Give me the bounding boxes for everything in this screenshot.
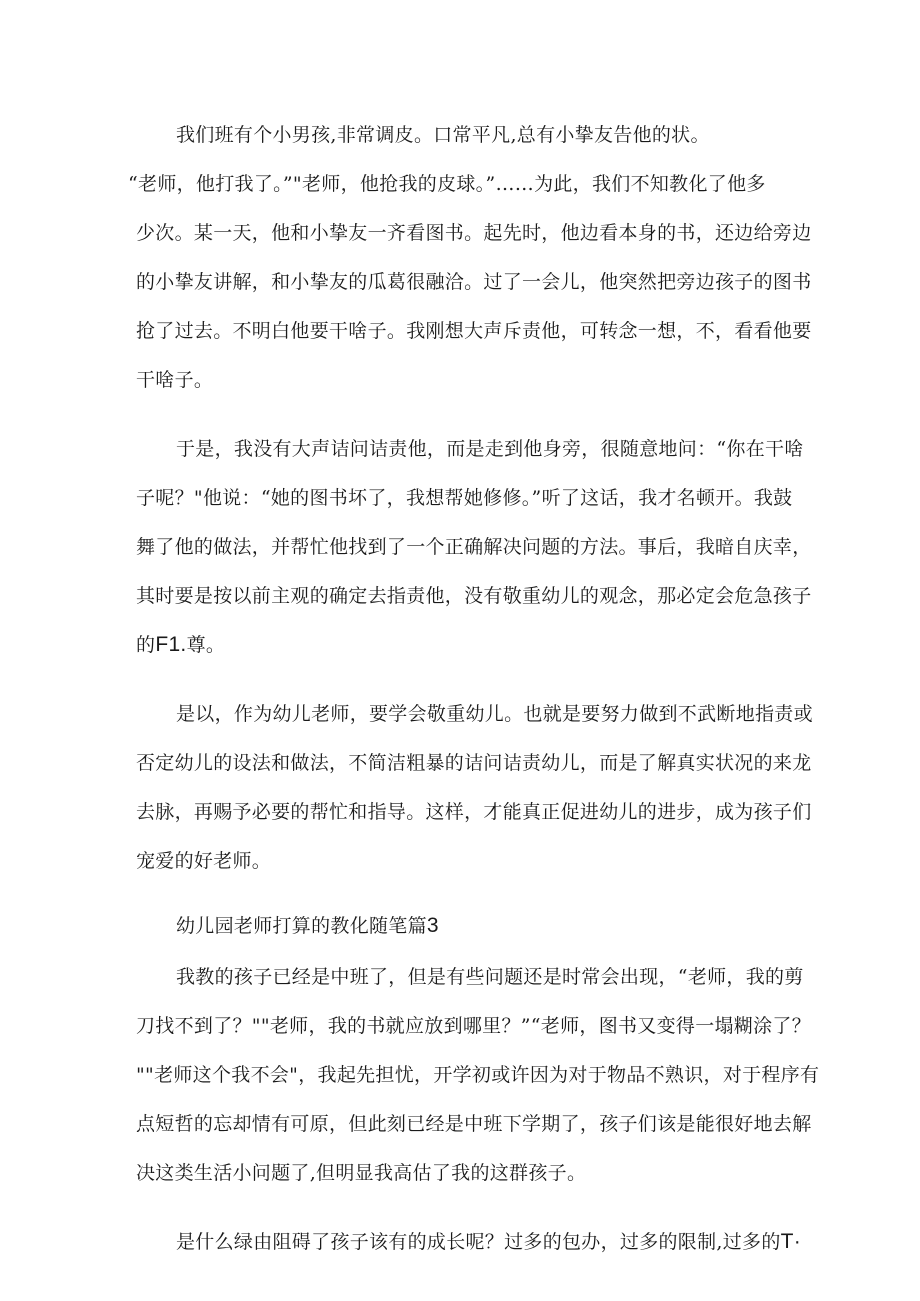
- text-fragment: 是什么绿由阻碍了孩子该有的成长呢？过多的包办，过多的限制,过多的: [176, 1231, 781, 1253]
- text-line: 我教的孩子已经是中班了，但是有些问题还是时常会出现，“老师，我的剪: [176, 966, 804, 988]
- text-line: 去脉，再赐予必要的帮忙和指导。这样，才能真正促进幼儿的进步，成为孩子们: [136, 801, 812, 823]
- text-line: 是以，作为幼儿老师，要学会敬重幼儿。也就是要努力做到不武断地指责或: [176, 703, 813, 725]
- text-fragment: 的: [136, 634, 156, 656]
- text-line: 我们班有个小男孩,非常调皮。口常平凡,总有小挚友告他的状。: [176, 124, 710, 146]
- text-line: 少次。某一天，他和小挚友一齐看图书。起先时，他边看本身的书，还边给旁边: [136, 222, 812, 244]
- heading-number: 3: [426, 914, 439, 937]
- text-line: 抢了过去。不明白他要干啥子。我刚想大声斥责他，可转念一想，不，看看他要: [136, 320, 812, 342]
- text-line: “老师，他打我了。”"老师，他抢我的皮球。”……为此，我们不知教化了他多: [128, 173, 766, 195]
- section-heading: [176, 912, 836, 940]
- text-line: [136, 631, 796, 659]
- text-line: 舞了他的做法，并帮忙他找到了一个正确解决问题的方法。事后，我暗自庆幸，: [136, 536, 812, 558]
- text-line: 于是，我没有大声诘问诘责他，而是走到他身旁，很随意地问：“你在干啥: [176, 438, 804, 460]
- text-line: 宠爱的好老师。: [136, 850, 272, 872]
- text-line: 其时要是按以前主观的确定去指责他，没有敬重幼儿的观念，那必定会危急孩子: [136, 585, 812, 607]
- text-fragment: 尊。: [186, 634, 226, 656]
- ocr-artifact: F1.: [155, 633, 187, 656]
- text-line: [176, 1228, 836, 1256]
- text-line: 子呢？"他说：“她的图书坏了，我想帮她修修。”听了这话，我才名顿开。我鼓: [136, 487, 793, 509]
- heading-text: 幼儿园老师打算的教化随笔篇: [176, 915, 427, 937]
- text-line: 否定幼儿的设法和做法，不简洁粗暴的诘问诘责幼儿，而是了解真实状况的来龙: [136, 752, 812, 774]
- text-line: 干啥子。: [136, 369, 214, 391]
- ocr-artifact: T·: [780, 1230, 802, 1253]
- text-line: ""老师这个我不会"，我起先担忧，开学初或许因为对于物品不熟识，对于程序有: [136, 1064, 820, 1086]
- text-line: 刀找不到了？""老师，我的书就应放到哪里？”“老师，图书又变得一塌糊涂了？: [136, 1015, 812, 1037]
- text-line: 的小挚友讲解，和小挚友的瓜葛很融洽。过了一会儿，他突然把旁边孩子的图书: [136, 271, 812, 293]
- text-line: 决这类生活小问题了,但明显我高估了我的这群孩子。: [136, 1162, 587, 1184]
- text-line: 点短哲的忘却情有可原，但此刻已经是中班下学期了，孩子们该是能很好地去解: [136, 1113, 812, 1135]
